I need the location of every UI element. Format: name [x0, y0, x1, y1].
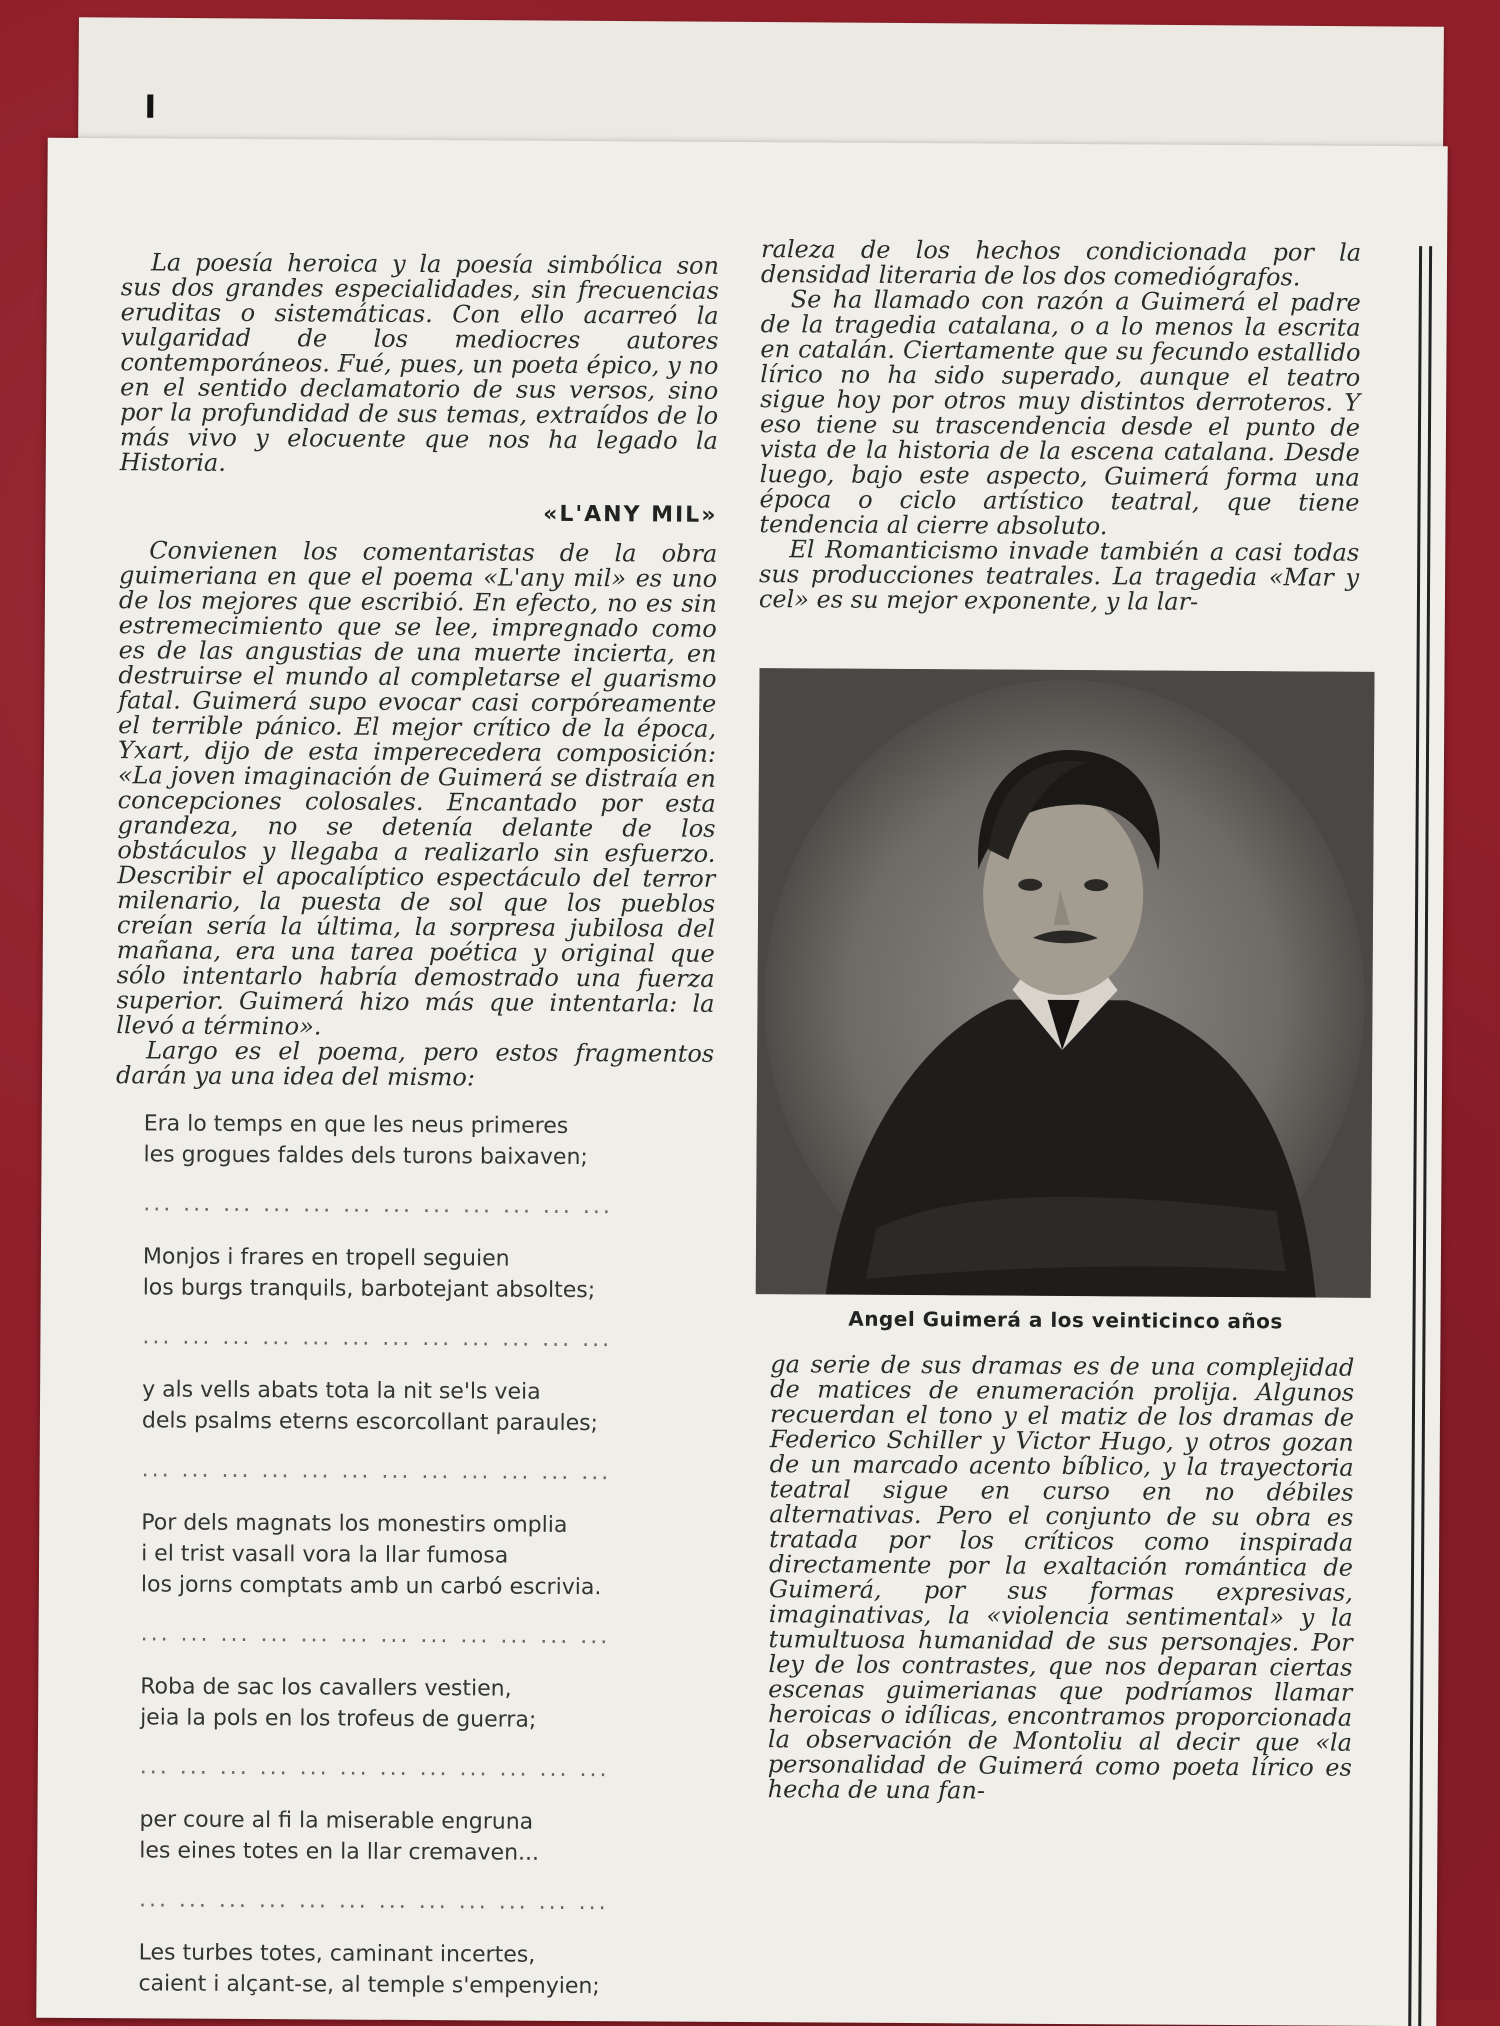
- verse-line: les grogues faldes dels turons baixaven;: [143, 1142, 588, 1171]
- verse-line: Era lo temps en que les neus primeres: [143, 1111, 569, 1139]
- verse-line: jeia la pols en los trofeus de guerra;: [140, 1705, 537, 1733]
- body-paragraph: Convienen los comentaristas de la obra guimeriana en que el poema «L'any mil» es uno de los mejores que escribió. En efecto, no es sin estremecimiento que se lee, impregnado como es de las angustias de una muerte incierta, en destruirse el mundo al completarse el guarismo fatal. Guimerá supo evocar casi corpóreamente el terrible pánico. El mejor crítico de la época, Yxart, dijo de esta imperecedera composición: «La joven imaginación de Guimerá se distraía en concepciones colosales. Encantado por esta grandeza, no se detenía delante de los obstáculos y llegaba a realizarlo sin esfuerzo. Describir el apocalíptico espectáculo del terror milenario, la puesta de sol que los pueblos creían sería la última, la sorpresa jubilosa del mañana, era una tarea poética y original que sólo intentarlo habría demostrado una fuerza superior. Guimerá hizo más que intentarla: la llevó a término».: [116, 536, 718, 1041]
- ellipsis-row: ... ... ... ... ... ... ... ... ... ... ... ...: [140, 1621, 611, 1650]
- ellipsis-row: ... ... ... ... ... ... ... ... ... ... ... ...: [142, 1324, 613, 1353]
- verse-line: y als vells abats tota la nit se'ls veia: [142, 1377, 541, 1405]
- right-column-top: [759, 237, 1361, 616]
- verse-line: dels psalms eterns escorcollant paraules;: [141, 1408, 599, 1437]
- dramas-paragraph: ga serie de sus dramas es de una complejidad de matices de enumeración prolija. Algunos recuerdan el tono y el matiz de los dramas de Federico Schiller y Victor Hugo, y otros gozan de un marcado acento bíblico, y la trayectoria teatral sigue en curso en no débiles alternativas. Pero el conjunto de su obra es tratada por los críticos como inspirada directamente por la exaltación romántica de Guimerá, por sus formas expresivas, imaginativas, la «violencia sentimental» y la tumultuosa humanidad de sus personajes. Por ley de los contrastes, que nos deparan ciertas escenas guimerianas que podríamos llamar heroicas o idílicas, encontramos proporcionada la observación de Montoliu al decir que «la personalidad de Guimerá como poeta lírico es hecha de una fan-: [767, 1350, 1355, 1805]
- continued-paragraph: raleza de los hechos condicionada por la densidad literaria de los dos comediógrafos.: [760, 235, 1362, 292]
- verse-line: per coure al fi la miserable engruna: [139, 1807, 534, 1835]
- verse-line: caient i alçant-se, al temple s'empenyien;: [138, 1971, 600, 2000]
- left-column: [110, 250, 719, 2003]
- newspaper-clipping: [36, 138, 1447, 2026]
- verse-line: Les turbes totes, caminant incertes,: [138, 1940, 536, 1968]
- verse-line: les eines totes en la llar cremaven...: [139, 1838, 540, 1866]
- ellipsis-row: ... ... ... ... ... ... ... ... ... ... ... ...: [138, 1887, 609, 1916]
- verse-line: Por dels magnats los monestirs omplia: [141, 1510, 568, 1538]
- stanza: [139, 1804, 709, 1869]
- intro-paragraph: La poesía heroica y la poesía simbólica son sus dos grandes especialidades, sin frecuencias eruditas o sistemáticas. Con ello acarreó la vulgaridad de los mediocres autores contemporáneos. Fué, pues, un poeta épico, y no en el sentido declamatorio de sus versos, sino por la profundidad de sus temas, extraídos de lo más vivo y elocuente que nos ha legado la Historia.: [119, 248, 720, 477]
- portrait-photo-image: [756, 668, 1375, 1298]
- poem-fragments: [138, 1108, 713, 2002]
- ellipsis-row: ... ... ... ... ... ... ... ... ... ... ... ...: [143, 1191, 613, 1220]
- photo-caption: Angel Guimerá a los veinticinco años: [848, 1306, 1283, 1334]
- verse-intro: Largo es el poema, pero estos fragmentos darán ya una idea del mismo:: [115, 1036, 715, 1092]
- ellipsis-row: ... ... ... ... ... ... ... ... ... ... ... ...: [139, 1754, 610, 1783]
- stanza: [142, 1374, 712, 1439]
- stanza: [138, 1937, 708, 2002]
- stanza: [143, 1241, 713, 1306]
- verse-line: Monjos i frares en tropell seguien: [142, 1244, 510, 1272]
- ellipsis-row: ... ... ... ... ... ... ... ... ... ... ... ...: [141, 1457, 612, 1486]
- right-column-bottom: [768, 1352, 1355, 1806]
- portrait-photo: [756, 668, 1375, 1298]
- section-heading: «L'ANY MIL»: [543, 501, 718, 528]
- tragedy-paragraph: Se ha llamado con razón a Guimerá el padre de la tragedia catalana, o a lo menos la escrita en catalán. Ciertamente que su fecundo estallido lírico no ha sido superado, aunque el teatro sigue hoy por otros muy distintos derroteros. Y eso tiene su trascendencia desde el punto de vista de la historia de la escena catalana. Desde luego, bajo este aspecto, Guimerá forma una época o ciclo artístico teatral, que tiene tendencia al cierre absoluto.: [759, 285, 1361, 541]
- verse-line: Roba de sac los cavallers vestien,: [140, 1674, 512, 1702]
- verse-line: i el trist vasall vora la llar fumosa: [141, 1541, 509, 1569]
- verse-line: los burgs tranquils, barbotejant absoltes;: [142, 1275, 596, 1304]
- stanza: [140, 1671, 710, 1736]
- verse-line: los jorns comptats amb un carbó escrivia.: [140, 1572, 602, 1601]
- stanza: [141, 1507, 712, 1603]
- back-page-mark: I: [144, 87, 157, 126]
- romanticism-paragraph: El Romanticismo invade también a casi todas sus producciones teatrales. La tragedia «Mar y cel» es su mejor exponente, y la lar-: [758, 535, 1360, 616]
- stanza: [143, 1108, 713, 1173]
